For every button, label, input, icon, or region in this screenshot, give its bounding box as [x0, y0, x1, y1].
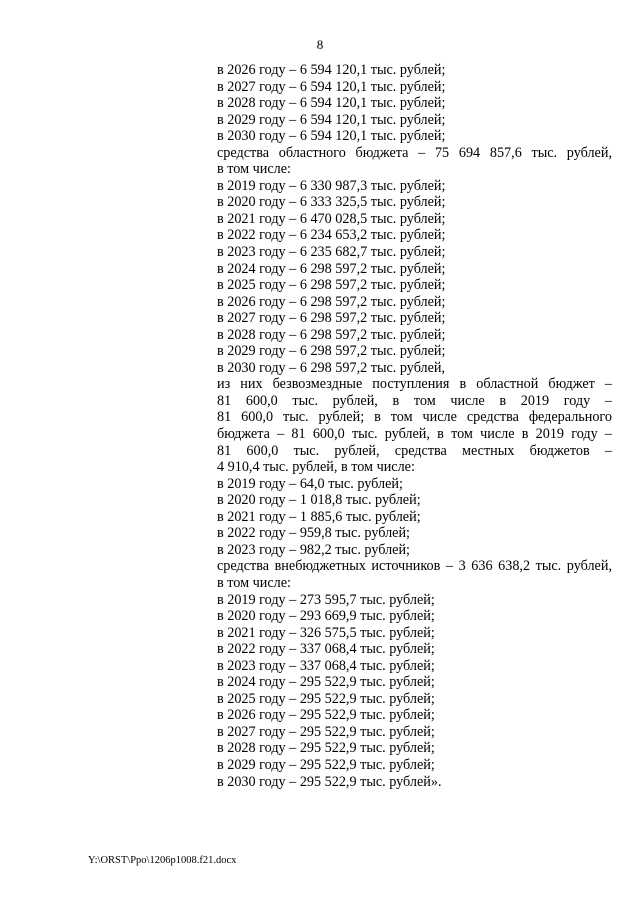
body-line: 4 910,4 тыс. рублей, в том числе:: [217, 459, 415, 476]
body-line: в 2028 году – 6 594 120,1 тыс. рублей;: [217, 95, 446, 112]
body-line: в 2019 году – 273 595,7 тыс. рублей;: [217, 591, 435, 608]
body-line: в том числе:: [217, 574, 291, 591]
body-line: в том числе:: [217, 161, 291, 178]
body-line: в 2020 году – 6 333 325,5 тыс. рублей;: [217, 194, 446, 211]
body-line: в 2023 году – 337 068,4 тыс. рублей;: [217, 657, 435, 674]
body-line: в 2022 году – 959,8 тыс. рублей;: [217, 525, 410, 542]
body-line: в 2030 году – 295 522,9 тыс. рублей».: [217, 773, 442, 790]
body-line: в 2025 году – 295 522,9 тыс. рублей;: [217, 690, 435, 707]
body-line: в 2021 году – 326 575,5 тыс. рублей;: [217, 624, 435, 641]
body-line: в 2030 году – 6 594 120,1 тыс. рублей;: [217, 128, 446, 145]
body-line: 81 600,0 тыс. рублей, средства местных бюджетов –: [217, 442, 612, 459]
body-line: в 2027 году – 6 298 597,2 тыс. рублей;: [217, 310, 446, 327]
body-line: в 2028 году – 295 522,9 тыс. рублей;: [217, 740, 435, 757]
body-line: в 2020 году – 293 669,9 тыс. рублей;: [217, 608, 435, 625]
body-line: в 2029 году – 6 594 120,1 тыс. рублей;: [217, 111, 446, 128]
body-line: в 2029 году – 6 298 597,2 тыс. рублей;: [217, 343, 446, 360]
body-line: 81 600,0 тыс. рублей; в том числе средства федерального: [217, 409, 612, 426]
body-line: в 2026 году – 6 298 597,2 тыс. рублей;: [217, 293, 446, 310]
body-line: из них безвозмездные поступления в областной бюджет –: [217, 376, 612, 393]
footer-file-path: Y:\ORST\Ppo\1206p1008.f21.docx: [88, 855, 237, 866]
body-line: в 2026 году – 6 594 120,1 тыс. рублей;: [217, 62, 446, 78]
body-line: в 2029 году – 295 522,9 тыс. рублей;: [217, 756, 435, 773]
body-line: в 2019 году – 64,0 тыс. рублей;: [217, 475, 403, 492]
body-line: средства внебюджетных источников – 3 636 638,2 тыс. рублей,: [217, 558, 612, 575]
document-body: [217, 62, 612, 790]
body-line: в 2028 году – 6 298 597,2 тыс. рублей;: [217, 326, 446, 343]
body-line: 81 600,0 тыс. рублей, в том числе в 2019 году –: [217, 392, 612, 409]
body-line: в 2025 году – 6 298 597,2 тыс. рублей;: [217, 277, 446, 294]
body-line: в 2030 году – 6 298 597,2 тыс. рублей,: [217, 359, 446, 376]
body-line: в 2022 году – 337 068,4 тыс. рублей;: [217, 641, 435, 658]
body-line: в 2024 году – 295 522,9 тыс. рублей;: [217, 674, 435, 691]
body-line: средства областного бюджета – 75 694 857,6 тыс. рублей,: [217, 144, 612, 161]
body-line: в 2021 году – 6 470 028,5 тыс. рублей;: [217, 210, 446, 227]
body-line: в 2024 году – 6 298 597,2 тыс. рублей;: [217, 260, 446, 277]
body-line: в 2023 году – 982,2 тыс. рублей;: [217, 541, 410, 558]
body-line: в 2027 году – 295 522,9 тыс. рублей;: [217, 723, 435, 740]
body-line: в 2023 году – 6 235 682,7 тыс. рублей;: [217, 244, 446, 261]
body-line: в 2027 году – 6 594 120,1 тыс. рублей;: [217, 78, 446, 95]
body-line: в 2019 году – 6 330 987,3 тыс. рублей;: [217, 177, 446, 194]
body-line: в 2022 году – 6 234 653,2 тыс. рублей;: [217, 227, 446, 244]
body-line: в 2026 году – 295 522,9 тыс. рублей;: [217, 707, 435, 724]
page-number: 8: [316, 37, 324, 52]
body-line: в 2020 году – 1 018,8 тыс. рублей;: [217, 492, 421, 509]
body-line: бюджета – 81 600,0 тыс. рублей, в том числе в 2019 году –: [217, 426, 612, 443]
body-line: в 2021 году – 1 885,6 тыс. рублей;: [217, 508, 421, 525]
